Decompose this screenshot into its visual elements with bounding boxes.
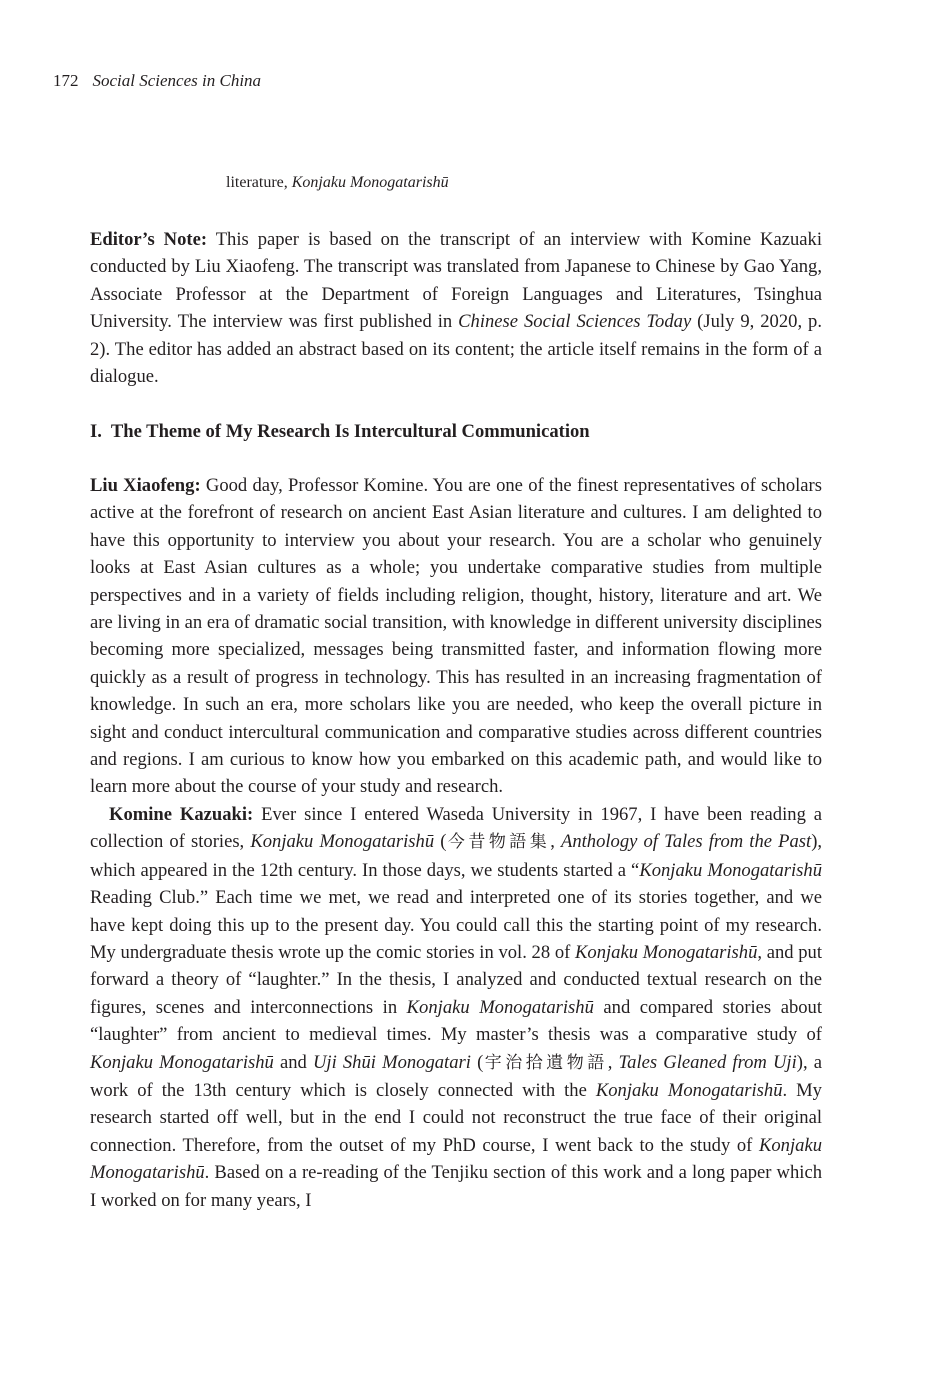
italic-title: Konjaku Monogatarishū [639, 859, 823, 881]
text-run: Reading Club.” Each time we met, we read and interpreted one of its stories together, and we have kept doing this up to the present day. You could call this the starting point of my research. My undergraduate thesis wrote up the comic stories in vol. 28 of [90, 887, 822, 963]
text-run: and [273, 1051, 313, 1073]
text-run: ( [470, 1051, 484, 1073]
editor-note-label: Editor’s Note: [90, 229, 208, 250]
keywords-line [226, 172, 449, 194]
keywords-title: Konjaku Monogatarishū [291, 174, 449, 191]
italic-title: Konjaku Monogatarishū [250, 831, 435, 853]
paragraph-liu [90, 472, 822, 801]
editor-note-publication: Chinese Social Sciences Today [458, 311, 692, 333]
editor-note-text-2: (July 9, 2020, p. 2). The editor has added an abstract based on its content; the article itself remains in the form of a dialogue. [90, 311, 823, 388]
italic-title: Anthology of Tales from the Past [560, 831, 812, 853]
text-run: , [607, 1051, 619, 1073]
text-run: , and put forward a theory of “laughter.” In the thesis, I analyzed and conducted textual research on the figures, scenes and interconnections in [90, 941, 823, 1018]
italic-title: Uji Shūi Monogatari [312, 1051, 471, 1073]
cjk-title: 宇治拾遺物語 [483, 1052, 608, 1073]
speaker-liu: Liu Xiaofeng: [90, 475, 201, 496]
running-header [53, 70, 261, 92]
text-run: Ever since I entered Waseda University in 1967, I have been reading a collection of stories, [90, 803, 822, 853]
italic-title: Konjaku Monogatarishū [595, 1079, 783, 1101]
section-heading [90, 418, 590, 445]
cjk-title: 今昔物語集 [446, 832, 551, 853]
keywords-prefix: literature, [226, 174, 292, 191]
section-title: The Theme of My Research Is Intercultural Communication [110, 421, 590, 442]
text-run: and compared stories about “laughter” from ancient to medieval times. My master’s thesis was a comparative study of [90, 996, 822, 1046]
text-run: ), a work of the 13th century which is closely connected with the [90, 1051, 823, 1101]
italic-title: Konjaku Monogatarishū [90, 1134, 822, 1184]
editor-note-text-1: This paper is based on the transcript of an interview with Komine Kazuaki conducted by Liu Xiaofeng. The transcript was translated from Japanese to Chinese by Gao Yang, Associate Professor at the Department of Foreign Languages and Literatures, Tsinghua University. The interview was first published in [90, 229, 823, 333]
text-run: . My research started off well, but in the end I could not reconstruct the true face of their original connection. Therefore, from the outset of my PhD course, I went back to the study of [90, 1079, 822, 1156]
italic-title: Konjaku Monogatarishū [406, 996, 594, 1018]
italic-title: Konjaku Monogatarishū [575, 941, 758, 963]
text-run: , [550, 831, 561, 853]
section-number: I. [90, 421, 102, 442]
italic-title: Tales Gleaned from Uji [618, 1051, 797, 1073]
text-run: ), which appeared in the 12th century. In those days, we students started a “ [90, 831, 823, 881]
text-run: ( [434, 831, 447, 853]
italic-title: Konjaku Monogatarishū [90, 1051, 274, 1073]
speaker-komine: Komine Kazuaki: [109, 803, 254, 825]
dialogue [90, 472, 822, 1214]
page-number: 172 [53, 71, 79, 90]
paragraph-komine [90, 801, 822, 1214]
text-run: . Based on a re-reading of the Tenjiku section of this work and a long paper which I worked on for many years, I [90, 1162, 822, 1211]
speech-liu: Good day, Professor Komine. You are one of the finest representatives of scholars active at the forefront of research on ancient East Asian literature and cultures. I am delighted to have this opportunity to interview you about your research. You are a scholar who genuinely looks at East Asian cultures as a whole; you undertake comparative studies from multiple perspectives and in a variety of fields including religion, thought, history, literature and art. We are living in an era of dramatic social transition, with knowledge in different university disciplines becoming more specialized, messages being transmitted faster, and information flowing more quickly as a result of progress in technology. This has resulted in an increasing fragmentation of knowledge. In such an era, more scholars like you are needed, who keep the overall picture in sight and conduct intercultural communication and comparative studies across different countries and regions. I am curious to know how you embarked on this academic path, and would like to learn more about the course of your study and research. [90, 475, 822, 798]
journal-title: Social Sciences in China [92, 71, 262, 90]
editor-note [90, 226, 822, 390]
